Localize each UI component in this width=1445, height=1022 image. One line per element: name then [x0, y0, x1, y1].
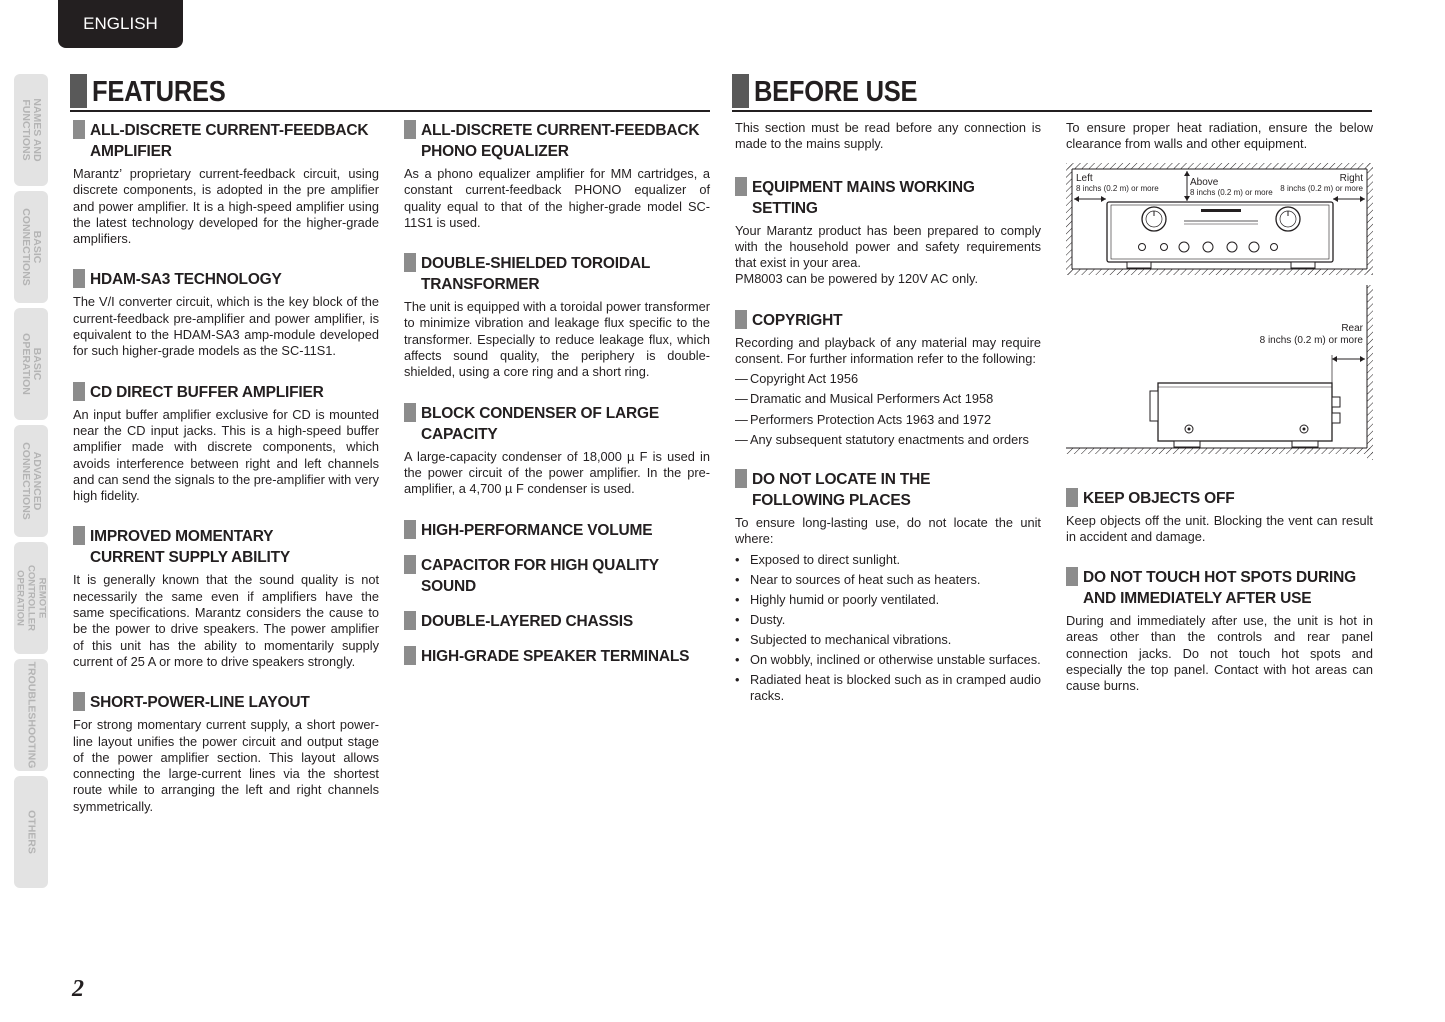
side-tab-basic-connections[interactable]	[14, 191, 48, 303]
section-body: To ensure long-lasting use, do not locate the unit where:	[735, 515, 1041, 547]
feature-heading: SHORT-POWER-LINE LAYOUT	[73, 692, 379, 713]
feature-heading: DOUBLE-LAYERED CHASSIS	[404, 611, 710, 632]
section-heading: DO NOT LOCATE IN THE FOLLOWING PLACES	[735, 469, 1041, 511]
above-label: Above	[1190, 176, 1219, 188]
list-item: — Performers Protection Acts 1963 and 1972	[735, 412, 1041, 428]
feature-body: It is generally known that the sound quality is not necessarily the same even if amplifiers have the same specifications. Marantz considers the cause to be the power to drive speakers. The power amplifier of this unit has the ability to momentarily supply current of 25 A or more to drive speakers strongly.	[73, 572, 379, 669]
feature-heading: HDAM-SA3 TECHNOLOGY	[73, 269, 379, 290]
rear-label: Rear	[1341, 322, 1363, 334]
section-body: During and immediately after use, the unit is hot in areas other than the controls and rear panel connection jacks. Do not touch hot spots and especially the top panel. Contact with hot areas can cause burns.	[1066, 613, 1373, 694]
features-title-text: FEATURES	[92, 76, 226, 108]
list-item: — Any subsequent statutory enactments and orders	[735, 432, 1041, 448]
title-bar	[70, 74, 87, 108]
feature-heading: HIGH-GRADE SPEAKER TERMINALS	[404, 646, 710, 667]
features-title	[70, 74, 710, 112]
locate-list	[735, 552, 1041, 704]
title-bar	[732, 74, 749, 108]
above-dist: 8 inchs (0.2 m) or more	[1190, 187, 1273, 197]
wall-rear	[1367, 285, 1373, 460]
side-tab-label: BASIC CONNECTIONS	[20, 208, 43, 286]
side-tab-troubleshooting[interactable]	[14, 659, 48, 771]
before-use-column-2	[1066, 120, 1373, 717]
before-use-intro: This section must be read before any connection is made to the mains supply.	[735, 120, 1041, 152]
list-item: • Radiated heat is blocked such as in cramped audio racks.	[735, 672, 1041, 703]
list-item: • Exposed to direct sunlight.	[735, 552, 1041, 568]
side-tab-label: TROUBLESHOOTING	[25, 661, 38, 769]
right-dist: 8 inchs (0.2 m) or more	[1280, 183, 1363, 193]
list-item: • Subjected to mechanical vibrations.	[735, 632, 1041, 648]
side-tab-label: ADVANCED CONNECTIONS	[20, 442, 43, 520]
feature-heading: CAPACITOR FOR HIGH QUALITY SOUND	[404, 555, 710, 597]
list-item: — Copyright Act 1956	[735, 371, 1041, 387]
list-item: — Dramatic and Musical Performers Act 1958	[735, 391, 1041, 407]
feature-body: The unit is equipped with a toroidal power transformer to minimize vibration and leakage flux specific to the transformer. Especially to reduce leakage flux, which affects sound quality, the periphery is double-shielded, using a core ring and a short ring.	[404, 299, 710, 380]
before-use-title	[732, 74, 1372, 112]
feature-heading: ALL-DISCRETE CURRENT-FEEDBACK AMPLIFIER	[73, 120, 379, 162]
section-body: Recording and playback of any material may require consent. For further information refer to the following:	[735, 334, 1041, 367]
wall-right	[1367, 163, 1373, 275]
side-tab-label: OTHERS	[25, 810, 38, 854]
feature-body: An input buffer amplifier exclusive for CD is mounted near the CD input jacks. This is a high-speed buffer amplifier made with discrete components, which avoids interference between right and left channels and can send the signals to the pre-amplifier with very high fidelity.	[73, 406, 379, 504]
side-tab-remote-controller-operation[interactable]	[14, 542, 48, 654]
right-label: Right	[1339, 172, 1363, 184]
feature-heading: ALL-DISCRETE CURRENT-FEEDBACK PHONO EQUALIZER	[404, 120, 710, 162]
language-tab[interactable]: ENGLISH	[58, 0, 183, 48]
feature-heading: CD DIRECT BUFFER AMPLIFIER	[73, 382, 379, 403]
amplifier-side-icon	[1150, 383, 1340, 447]
side-tab-others[interactable]	[14, 776, 48, 888]
wall-top	[1066, 163, 1373, 169]
list-item: • On wobbly, inclined or otherwise unstable surfaces.	[735, 652, 1041, 668]
side-tab-label: REMOTE CONTROLLER OPERATION	[14, 565, 48, 631]
feature-heading: HIGH-PERFORMANCE VOLUME	[404, 520, 710, 541]
list-item: • Near to sources of heat such as heaters.	[735, 572, 1041, 588]
floor	[1066, 448, 1373, 454]
list-item: • Highly humid or poorly ventilated.	[735, 592, 1041, 608]
features-column-1	[73, 120, 379, 837]
feature-body: Marantz’ proprietary current-feedback circuit, using discrete components, is adopted in the pre amplifier and power amplifier. It is a high-speed amplifier using the latest technology developed for the higher-grade amplifiers.	[73, 166, 379, 247]
feature-heading: BLOCK CONDENSER OF LARGE CAPACITY	[404, 403, 710, 445]
side-tab-advanced-connections[interactable]	[14, 425, 48, 537]
section-body: Keep objects off the unit. Blocking the vent can result in accident and damage.	[1066, 512, 1373, 544]
mains-body-2: PM8003 can be powered by 120V AC only.	[735, 271, 979, 287]
front-clearance-diagram	[1066, 163, 1373, 275]
left-dist: 8 inchs (0.2 m) or more	[1076, 183, 1159, 193]
wall-left	[1066, 163, 1072, 275]
before-use-title-text: BEFORE USE	[754, 76, 918, 108]
amplifier-front-icon	[1107, 202, 1333, 268]
feature-body: A large-capacity condenser of 18,000 µ F is used in the power circuit of the power amplifier. In the pre-amplifier, a 4,700 µ F condenser is used.	[404, 448, 710, 497]
section-heading: EQUIPMENT MAINS WORKING SETTING	[735, 177, 1041, 219]
section-heading: KEEP OBJECTS OFF	[1066, 488, 1373, 509]
section-body	[735, 223, 1041, 288]
rear-clearance-diagram	[1066, 285, 1373, 460]
rear-dist: 8 inchs (0.2 m) or more	[1259, 334, 1363, 346]
side-tab-basic-operation[interactable]	[14, 308, 48, 420]
page-number: 2	[72, 976, 84, 1002]
side-tab-label: BASIC OPERATION	[20, 333, 43, 395]
wall-bottom	[1066, 269, 1373, 275]
section-heading: DO NOT TOUCH HOT SPOTS DURING AND IMMEDIATELY AFTER USE	[1066, 567, 1373, 609]
feature-heading: DOUBLE-SHIELDED TOROIDAL TRANSFORMER	[404, 253, 710, 295]
before-use-column-1	[735, 120, 1041, 725]
list-item: • Dusty.	[735, 612, 1041, 628]
side-tab-label: NAMES AND FUNCTIONS	[20, 98, 43, 162]
feature-body: As a phono equalizer amplifier for MM cartridges, a constant current-feedback PHONO equalizer of quality equal to that of the higher-grade model SC-11S1 is used.	[404, 166, 710, 230]
mains-body: Your Marantz product has been prepared to comply with the household power and safety requirements that exist in your area.	[735, 222, 1041, 271]
left-label: Left	[1076, 172, 1093, 184]
heat-intro: To ensure proper heat radiation, ensure the below clearance from walls and other equipment.	[1066, 120, 1373, 152]
side-tab-names-and-functions[interactable]	[14, 74, 48, 186]
feature-body: The V/I converter circuit, which is the key block of the current-feedback pre-amplifier and power amplifier, is equivalent to the HDAM-SA3 amp-module developed for such higher-grade models as the SC-11S1.	[73, 294, 379, 359]
feature-body: For strong momentary current supply, a short power-line layout unifies the power circuit and output stage of the power amplifier section. This layout allows connecting the large-current lines via the shortest route while to arranging the left and right channels symmetrically.	[73, 717, 379, 814]
copyright-list	[735, 371, 1041, 447]
section-heading: COPYRIGHT	[735, 310, 1041, 331]
features-column-2	[404, 120, 710, 671]
feature-heading: IMPROVED MOMENTARY CURRENT SUPPLY ABILITY	[73, 526, 379, 568]
